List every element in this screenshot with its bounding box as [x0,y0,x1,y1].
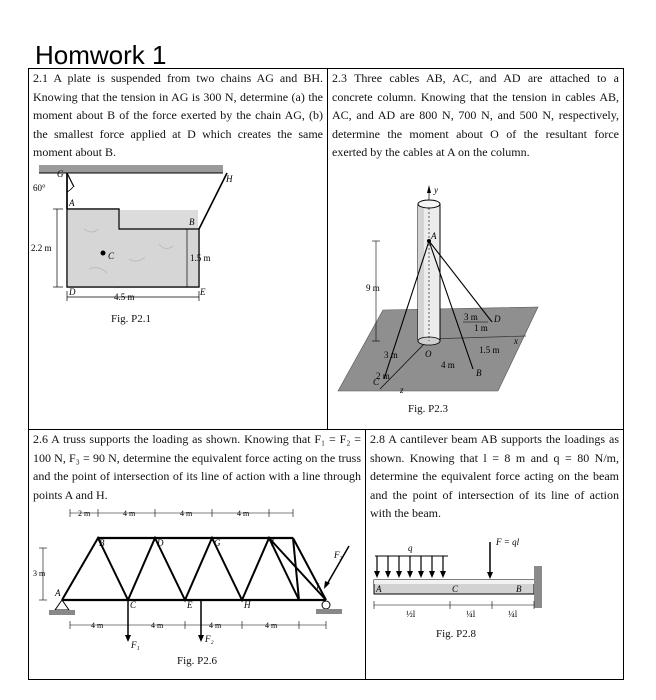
label-a: A [431,231,437,241]
caption-p2-6: Fig. P2.6 [177,655,218,667]
label-e: E [187,600,193,610]
label-2-2m: 2.2 m [31,243,52,253]
label-a: A [55,588,61,598]
label-o: O [425,349,432,359]
label-b: B [189,217,195,227]
chain-bh [199,173,227,229]
label-b: B [476,368,482,378]
figure-p2-6 [29,430,367,681]
page-title: Homwork 1 [35,40,167,70]
label-d: D [69,287,76,297]
problem-2-6-text: 2.6 A truss supports the loading as shown. Knowing that F₁ = F₂ = 100 N, F₃ = 90 N, determine the equivalent force acting on the truss and the point of intersection of its line of action with a line through points A and H. [33,432,361,502]
label-j: J [315,582,319,592]
point-c [101,251,106,256]
label-half-l: ½l [406,609,416,619]
label-4m: 4 m [441,360,455,370]
label-e: E [200,287,206,297]
label-3m: 3 m [33,569,46,578]
label-angle: 60° [33,183,46,193]
label-b: B [99,538,105,548]
label-f: F = ql [496,537,520,547]
ceiling-beam [39,165,223,173]
label-z: z [400,385,404,395]
label-1-5m: 1.5 m [190,253,211,263]
problem-2-8-cell [365,429,624,680]
label-h: H [226,174,233,184]
label-1m: 1 m [474,323,488,333]
label-c: C [452,584,459,594]
label-4m-bot1: 4 m [91,621,104,630]
label-g: G [57,169,64,179]
wall [534,566,542,608]
label-9m: 9 m [366,283,380,293]
label-d: D [157,538,164,548]
label-i: I [271,538,274,548]
caption-p2-8: Fig. P2.8 [436,628,477,640]
problem-2-6-cell [28,429,366,680]
figure-p2-3 [328,69,625,431]
label-3m-top: 3 m [464,312,478,322]
caption-p2-1: Fig. P2.1 [111,313,152,325]
label-g: G [214,538,221,548]
label-2m: 2 m [376,371,390,381]
label-4m-bot3: 4 m [209,621,222,630]
label-f3: F₃ [334,550,343,560]
problem-2-1-cell [28,68,328,430]
label-a: A [69,198,75,208]
label-q: q [408,543,413,553]
label-b: B [516,584,522,594]
label-c: C [108,251,115,261]
label-quarter-l-2: ¼l [508,609,518,619]
label-4m-top2: 4 m [180,509,193,518]
label-4-5m: 4.5 m [114,292,135,302]
label-4m-bot4: 4 m [265,621,278,630]
label-quarter-l-1: ¼l [466,609,476,619]
label-c: C [373,377,380,387]
label-c: C [130,600,137,610]
label-d: D [494,314,501,324]
label-4m-top3: 4 m [237,509,250,518]
label-x: x [514,336,518,346]
figure-p2-1 [29,69,329,431]
problem-2-3-cell [327,68,624,430]
label-f2: F₂ [205,634,214,644]
caption-p2-3: Fig. P2.3 [408,403,449,415]
label-3m: 3 m [384,350,398,360]
label-h: H [244,600,251,610]
label-2m: 2 m [78,509,91,518]
label-y: y [434,185,438,195]
problem-2-8-text: 2.8 A cantilever beam AB supports the loadings as shown. Knowing that l = 8 m and q = 80 N/m, determine the equivalent force acting on the beam and the point of intersection of its line of action with the beam. [370,432,619,521]
label-4m-bot2: 4 m [151,621,164,630]
label-a: A [376,584,382,594]
label-4m-top1: 4 m [123,509,136,518]
label-1-5m: 1.5 m [479,345,500,355]
figure-p2-8 [366,430,625,681]
problem-2-1-text: 2.1 A plate is suspended from two chains AG and BH. Knowing that the tension in AG is 300 N, determine (a) the moment about B of the force exerted by the chain AG, (b) the smallest force applied at D which creates the same moment about B. [33,71,323,160]
problem-2-3-text: 2.3 Three cables AB, AC, and AD are attached to a concrete column. Knowing that the tension in cables AB, AC, and AD are 800 N, 700 N, and 500 N, respectively, determine the moment about O of the resultant force exerted by the cables at A on the column. [332,71,619,160]
label-f1: F₁ [131,640,140,650]
